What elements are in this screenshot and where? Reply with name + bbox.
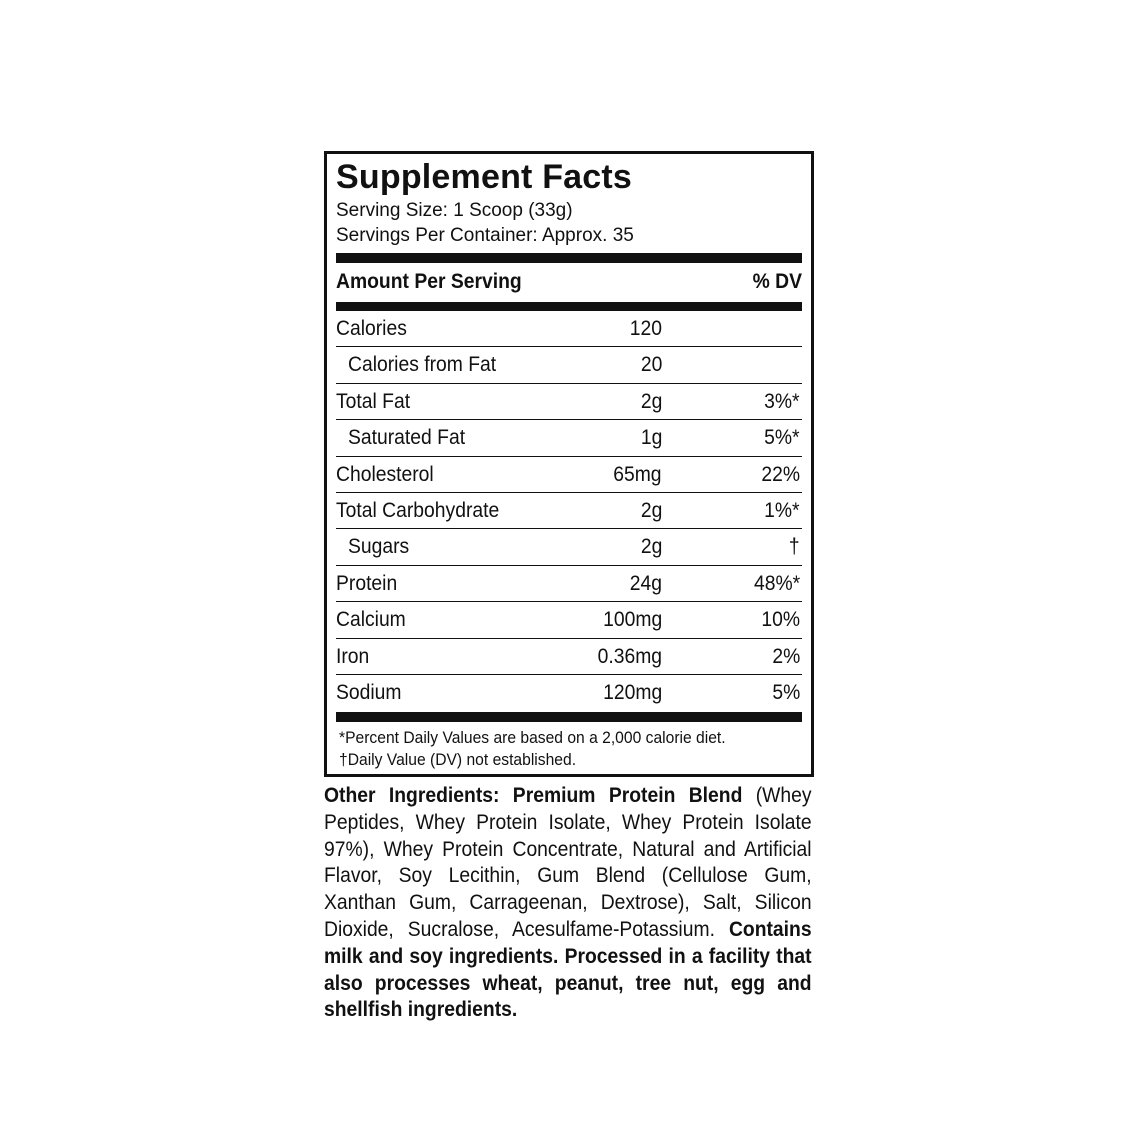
nutrient-amount: 120mg xyxy=(602,680,662,704)
nutrient-row-protein xyxy=(336,566,802,602)
amount-per-serving-header: Amount Per Serving xyxy=(336,270,522,293)
nutrient-dv: 48%* xyxy=(753,571,800,595)
amount-header-row xyxy=(336,266,802,300)
nutrient-name: Saturated Fat xyxy=(348,426,466,450)
nutrient-name: Total Fat xyxy=(336,389,411,413)
servings-per-container: Servings Per Container: Approx. 35 xyxy=(336,225,634,246)
serving-size: Serving Size: 1 Scoop (33g) xyxy=(336,200,573,221)
footnotes xyxy=(339,727,726,771)
nutrient-name: Iron xyxy=(336,644,370,668)
facts-title: Supplement Facts xyxy=(336,158,633,196)
nutrient-dv: 3%* xyxy=(764,389,800,413)
nutrient-dv: 5%* xyxy=(764,426,800,450)
nutrient-name: Cholesterol xyxy=(336,462,434,486)
nutrient-amount: 100mg xyxy=(602,608,662,632)
nutrient-dv: 1%* xyxy=(764,498,800,522)
nutrient-amount: 0.36mg xyxy=(597,644,662,668)
nutrient-amount: 20 xyxy=(640,353,662,377)
nutrient-name: Calories xyxy=(336,317,407,340)
divider-thick-header xyxy=(336,302,802,311)
nutrient-dv: 22% xyxy=(761,462,800,486)
nutrient-name: Calcium xyxy=(336,608,406,632)
nutrient-amount: 120 xyxy=(629,317,662,340)
nutrient-name: Total Carbohydrate xyxy=(336,498,500,522)
nutrient-amount: 65mg xyxy=(613,462,662,486)
nutrient-dv: † xyxy=(789,535,800,559)
nutrient-row-calories-from-fat xyxy=(336,347,802,383)
nutrient-amount: 2g xyxy=(640,498,662,522)
nutrient-amount: 2g xyxy=(640,535,662,559)
divider-thick-bottom xyxy=(336,712,802,722)
ingredients-label: Other Ingredients: xyxy=(324,784,500,807)
ingredients-list: (Whey Peptides, Whey Protein Isolate, Whey Protein Isolate 97%), Whey Protein Concentrate, Natural and Artificial Flavor, Soy Lecithin, Gum Blend (Cellulose Gum, Xanthan Gum, Carrageenan, Dextrose), Salt, Silicon Dioxide, Sucralose, Acesulfame-Potassium. xyxy=(324,784,812,941)
nutrient-amount: 1g xyxy=(640,426,662,450)
nutrient-rows xyxy=(336,311,802,711)
nutrient-name: Sodium xyxy=(336,680,402,704)
other-ingredients xyxy=(324,783,812,1024)
footnote-dv-not-established: †Daily Value (DV) not established. xyxy=(339,750,577,769)
supplement-facts-panel xyxy=(324,151,814,777)
nutrient-dv: 2% xyxy=(772,644,800,668)
nutrient-row-calories xyxy=(336,311,802,347)
divider-thick-top xyxy=(336,253,802,263)
nutrient-row-sodium xyxy=(336,675,802,711)
nutrient-dv: 5% xyxy=(772,680,800,704)
dv-header: % DV xyxy=(752,270,803,293)
nutrient-row-total-fat xyxy=(336,384,802,420)
nutrient-name: Protein xyxy=(336,571,398,595)
nutrient-row-saturated-fat xyxy=(336,420,802,456)
nutrient-amount: 24g xyxy=(629,571,662,595)
nutrient-row-total-carbohydrate xyxy=(336,493,802,529)
nutrient-row-cholesterol xyxy=(336,457,802,493)
nutrient-row-iron xyxy=(336,639,802,675)
footnote-daily-values: *Percent Daily Values are based on a 2,000 calorie diet. xyxy=(339,728,726,747)
nutrient-row-calcium xyxy=(336,602,802,638)
nutrient-dv: 10% xyxy=(761,608,800,632)
nutrient-name: Calories from Fat xyxy=(348,353,497,377)
nutrient-name: Sugars xyxy=(348,535,410,559)
allergen-statement: Contains milk and soy ingredients. Processed in a facility that also processes wheat, peanut, tree nut, egg and shellfish ingredients. xyxy=(324,917,812,1022)
protein-blend-name: Premium Protein Blend xyxy=(512,784,743,807)
nutrient-amount: 2g xyxy=(640,389,662,413)
nutrient-row-sugars xyxy=(336,529,802,565)
